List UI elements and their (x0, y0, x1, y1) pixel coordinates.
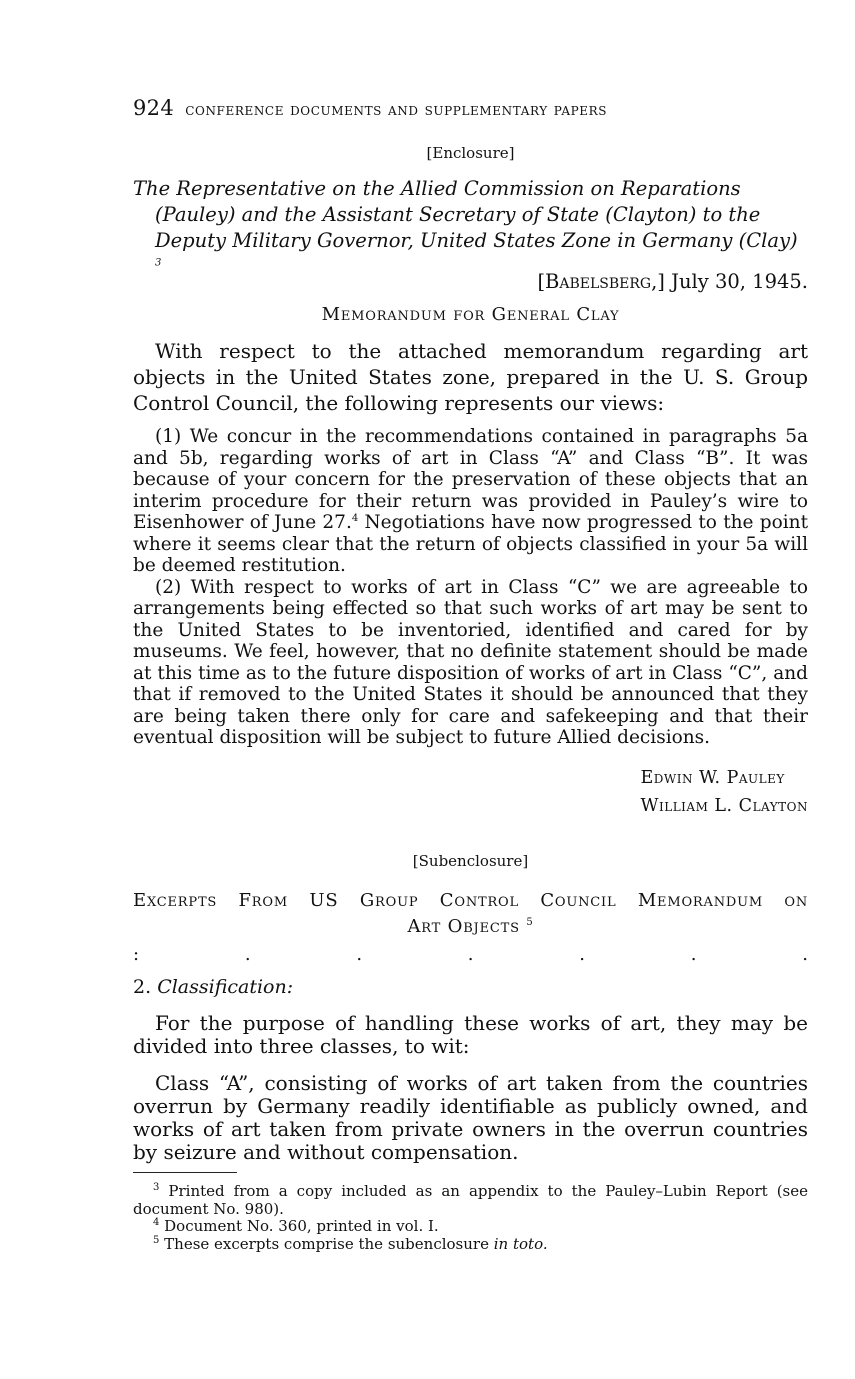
paragraph-class-a-text: Class “A”, consisting of works of art taken from the countries overrun by Germany readily identifiable as publicly owned, and works of art taken from private owners in the overrun countries by seizure and without compensation. (133, 1071, 808, 1164)
ellipsis-mark: . (356, 944, 363, 965)
running-header (133, 96, 808, 120)
ellipsis-mark: . (244, 944, 251, 965)
dateline-date: July 30, 1945. (671, 270, 808, 293)
ellipsis-mark: . (802, 944, 808, 965)
footnote-4-marker: 4 (153, 1217, 160, 1228)
paragraph-class-a (133, 1072, 808, 1164)
excerpt-title-line-2-text: Art Objects (407, 916, 520, 937)
classification-label: Classification: (157, 976, 294, 998)
footnote-5-italic: in toto. (493, 1234, 548, 1253)
footnote-3-marker: 3 (153, 1182, 160, 1193)
paragraph-purpose (133, 1012, 808, 1058)
item-1-part-b: Negotiations have now progressed to the point where it seems clear that the return of objects classified in your 5a will be deemed restitution. (133, 512, 809, 576)
ellipsis-mark: : (133, 944, 140, 965)
memo-title: Memorandum for General Clay (321, 304, 620, 325)
page-number: 924 (133, 96, 174, 120)
heading-text: The Representative on the Allied Commission on Reparations (Pauley) and the Assistant Secretary of State (Clayton) to the Deputy Military Governor, United States Zone in Germany (Clay) (133, 177, 798, 252)
footnote-3 (133, 1183, 808, 1218)
excerpt-title-line-2 (133, 914, 808, 940)
excerpt-title (133, 888, 808, 940)
footnote-ref-4[interactable]: 4 (351, 512, 359, 524)
dateline (537, 270, 808, 293)
signature-clayton: William L. Clayton (640, 796, 808, 816)
footnote-4 (133, 1218, 808, 1236)
footnote-ref-3[interactable]: 3 (155, 257, 162, 269)
footnotes (133, 1183, 808, 1253)
running-title: conference documents and supplementary papers (185, 100, 608, 120)
excerpt-title-line-1: Excerpts From US Group Control Council Memorandum on (133, 890, 808, 911)
ellipsis-mark: . (579, 944, 586, 965)
dateline-place: [Babelsberg,] (537, 270, 665, 293)
ellipsis-row (133, 944, 808, 965)
footnote-divider (133, 1172, 237, 1173)
footnote-5 (133, 1236, 808, 1254)
ellipsis-mark: . (467, 944, 474, 965)
item-1-part-a: (1) We concur in the recommendations contained in paragraphs 5a and 5b, regarding works of art in Class “A” and Class “B”. It was because of your concern for the preservation of these objects that an interim procedure for their return was provided in Pauley’s wire to Eisenhower of June 27. (133, 426, 808, 533)
document-heading (133, 176, 808, 280)
signature-pauley: Edwin W. Pauley (640, 768, 785, 788)
classification-heading (133, 976, 293, 998)
footnote-5-text: These excerpts comprise the subenclosure (164, 1234, 489, 1253)
footnote-3-text: Printed from a copy included as an appendix to the Pauley–Lubin Report (see document No. 980). (133, 1182, 808, 1218)
item-1 (133, 426, 808, 577)
footnote-ref-5[interactable]: 5 (526, 917, 534, 928)
footnote-5-marker: 5 (153, 1234, 160, 1246)
enclosure-label: [Enclosure] (426, 144, 515, 162)
ellipsis-mark: . (690, 944, 697, 965)
classification-number: 2. (133, 976, 152, 998)
numbered-items (133, 426, 808, 749)
item-2: (2) With respect to works of art in Class “C” we are agreeable to arrangements being effected so that such works of art may be sent to the United States to be inventoried, identified and cared for by museums. We feel, however, that no definite statement should be made at this time as to the future disposition of works of art in Class “C”, and that if removed to the United States it should be announced that they are being taken there only for care and safekeeping and that their eventual disposition will be subject to future Allied decisions. (133, 576, 808, 748)
footnote-4-text: Document No. 360, printed in vol. I. (164, 1217, 439, 1235)
intro-paragraph (133, 338, 808, 416)
signature-block (641, 764, 808, 820)
intro-text: With respect to the attached memorandum regarding art objects in the United States zone, prepared in the U. S. Group Control Council, the following represents our views: (133, 339, 808, 415)
subenclosure-label: [Subenclosure] (412, 852, 529, 870)
paragraph-purpose-text: For the purpose of handling these works of art, they may be divided into three classes, to wit: (133, 1011, 808, 1058)
